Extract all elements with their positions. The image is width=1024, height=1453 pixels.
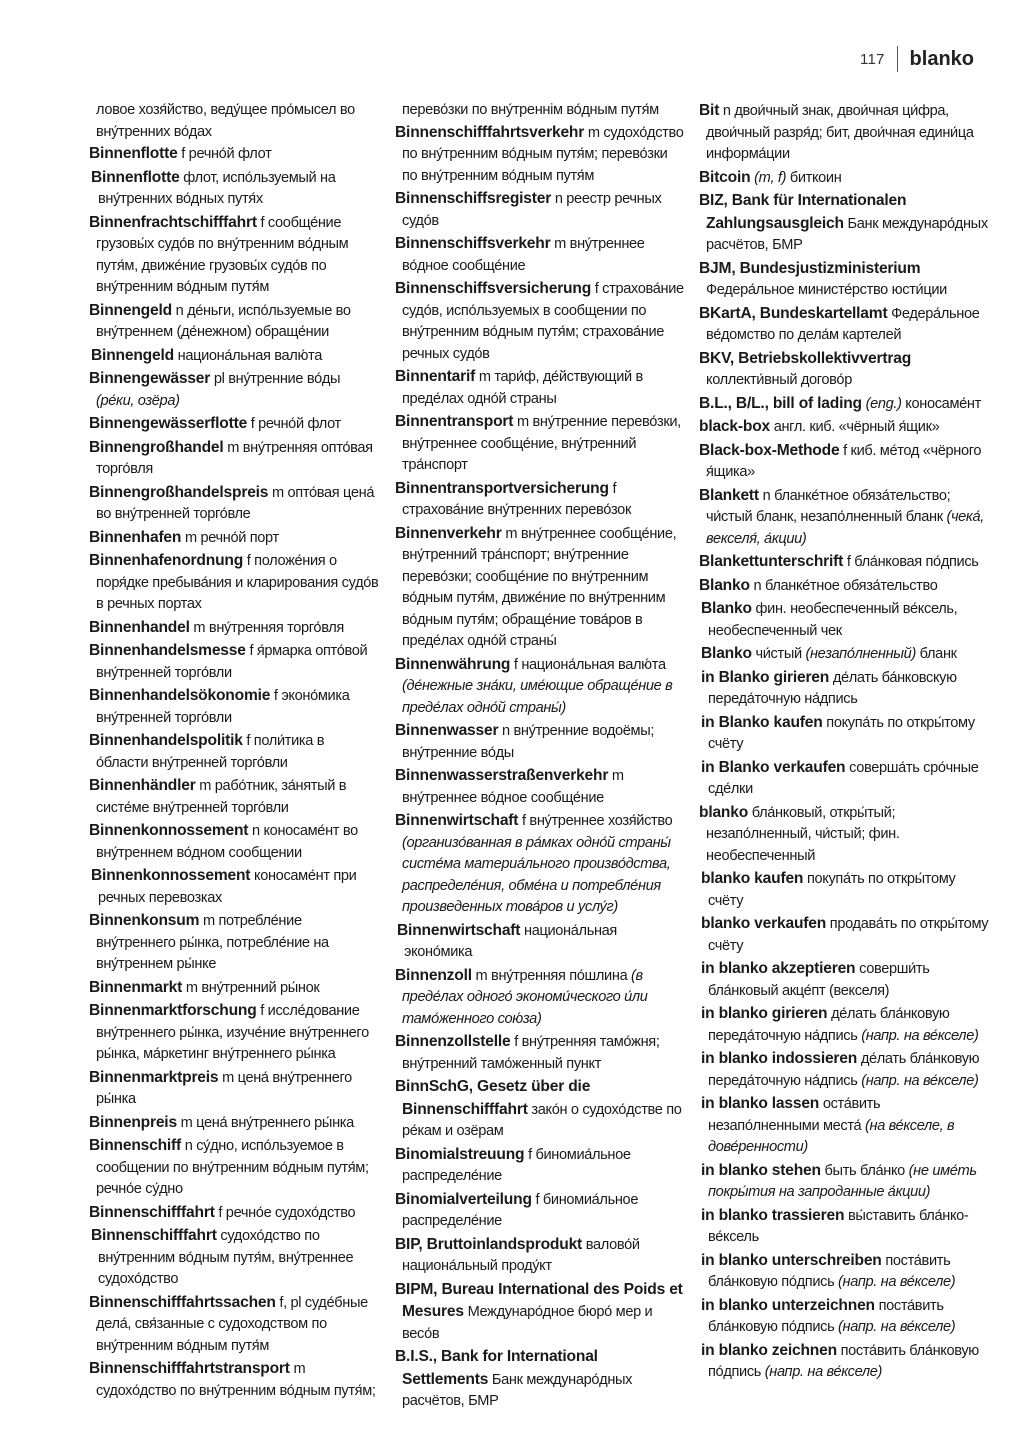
headword: Binnenzollstelle: [395, 1033, 511, 1050]
dictionary-entry: [395, 278, 685, 365]
sub-entry: [699, 598, 989, 642]
definition: чи́стый: [751, 646, 802, 662]
dictionary-entry: [89, 482, 379, 526]
dictionary-entry: [699, 258, 989, 302]
definition-note: (напр. на ве́кселе): [857, 1072, 979, 1089]
definition: m вну́треннее во́дное сообще́ние: [402, 768, 624, 806]
definition: m потребле́ние вну́треннего ры́нка, потребле́ние на вну́треннем ры́нке: [96, 913, 329, 972]
definition: поста́вить бла́нковую по́дпись: [708, 1342, 979, 1380]
dictionary-entry: [89, 977, 379, 1000]
dictionary-entry: [395, 122, 685, 188]
headword: Binnenhandelspolitik: [89, 732, 243, 749]
definition-note: (организо́ванная в ра́мках одно́й страны́ систе́ма материа́льного произво́дства, распределе́ния, обме́на и потребле́ния произведенных това́ров и услу́г): [402, 834, 671, 915]
definition: m судохо́дство по вну́тренним во́дным путя́м;: [96, 1361, 376, 1399]
definition: n де́ньги, испо́льзуемые во вну́треннем (де́нежном) обраще́нии: [96, 302, 351, 340]
sub-entry: [699, 712, 989, 756]
headword: Binnentransport: [395, 413, 514, 430]
headword: Binnenhandel: [89, 618, 190, 636]
sub-entry: [395, 920, 685, 964]
headword: Binnenzoll: [395, 966, 472, 984]
definition: продава́ть по откры́тому счёту: [708, 916, 989, 954]
definition: поста́вить бла́нковую по́дпись: [708, 1252, 951, 1290]
headword: Binnenflotte: [89, 145, 178, 162]
headword: in blanko indossieren: [701, 1050, 858, 1067]
headword: BIZ, Bank für Internationalen Zahlungsausgleich: [699, 192, 907, 232]
definition: национа́льная эконо́мика: [404, 922, 617, 960]
dictionary-entry: [89, 1358, 379, 1402]
definition: m речно́й порт: [181, 529, 279, 546]
headword: Bit: [699, 102, 720, 119]
headword: Blanko: [699, 576, 750, 594]
definition: f киб. ме́тод «чёрного я́щика»: [706, 442, 982, 480]
headword: Binnenschifffahrtssachen: [89, 1293, 276, 1311]
dictionary-entry: [89, 730, 379, 774]
definition-note: (напр. на ве́кселе): [857, 1027, 979, 1044]
definition-note: (чека́, векселя́, а́кции): [706, 509, 984, 547]
definition: m судохо́дство по вну́тренним во́дным путя́м; перево́зки по вну́тренним во́дным путя́м: [402, 124, 684, 184]
definition: национа́льная валю́та: [173, 347, 322, 364]
dictionary-entry: [89, 910, 379, 976]
definition-note: (напр. на ве́кселе): [834, 1274, 956, 1290]
definition: фин. необеспеченный ве́ксель, необеспеченный чек: [708, 601, 958, 639]
dictionary-entry: [395, 411, 685, 477]
sub-entry: [699, 1205, 989, 1249]
definition: f иссле́дование вну́треннего ры́нка, изуче́ние вну́треннего ры́нка, ма́ркетинг вну́треннего ры́нка: [96, 1003, 369, 1062]
dictionary-entry: [699, 303, 989, 347]
headword: BJM, Bundesjustizministerium: [699, 259, 921, 277]
definition: f речно́й флот: [247, 416, 341, 432]
continued-text: [395, 100, 685, 122]
headword: Binnenschiffsregister: [395, 190, 552, 207]
headword: in Blanko kaufen: [701, 713, 823, 731]
dictionary-entry: [699, 100, 989, 166]
dictionary-entry: [699, 575, 989, 598]
definition: m тари́ф, де́йствующий в преде́лах одно́й страны: [402, 369, 643, 407]
dictionary-entry: [89, 300, 379, 344]
column-1: [89, 100, 379, 1403]
headword: in Blanko verkaufen: [701, 758, 846, 776]
headword: in blanko unterschreiben: [701, 1251, 882, 1269]
headword: Binnenmarktpreis: [89, 1068, 219, 1086]
dictionary-entry: [699, 802, 989, 868]
definition: f национа́льная валю́та: [510, 656, 666, 673]
headword: Binnenschiffsversicherung: [395, 280, 592, 297]
dictionary-entry: [699, 190, 989, 257]
definition: оста́вить незапо́лненными места́: [708, 1096, 881, 1134]
headword: in Blanko girieren: [701, 668, 830, 686]
definition: f вну́тренняя тамо́жня; вну́тренний тамо́женный пункт: [402, 1034, 660, 1072]
definition: коллекти́вный догово́р: [706, 372, 852, 388]
sub-entry: [699, 958, 989, 1002]
dictionary-entry: [89, 1000, 379, 1066]
headword: Binnenhafen: [89, 528, 182, 546]
headword: Binnenwährung: [395, 655, 511, 673]
definition: f бла́нковая по́дпись: [843, 554, 979, 570]
dictionary-entry: [89, 1067, 379, 1111]
definition: бла́нковый, откры́тый; незапо́лненный, чи́стый; фин. необеспеченный: [706, 804, 900, 864]
definition: m вну́тренние перево́зки, вну́треннее сообще́ние, вну́тренний тра́нспорт: [402, 414, 681, 473]
definition: де́лать бла́нковую переда́точную на́дпись: [708, 1006, 950, 1044]
definition: покупа́ть по откры́тому счёту: [708, 714, 975, 752]
definition: Банк междунаро́дных расчётов, БМР: [706, 215, 988, 253]
headword: Binnenpreis: [89, 1113, 177, 1131]
headword: Binnengroßhandelspreis: [89, 483, 269, 501]
definition: коносаме́нт: [901, 395, 981, 412]
headword: blanko verkaufen: [701, 915, 827, 932]
headword: Binnenhandelsökonomie: [89, 687, 271, 704]
definition: валово́й национа́льный проду́кт: [402, 1236, 640, 1274]
definition: быть бла́нко: [820, 1162, 905, 1179]
dictionary-entry: [395, 188, 685, 232]
headword: in blanko stehen: [701, 1161, 821, 1179]
dictionary-entry: [395, 965, 685, 1031]
sub-entry: [699, 1003, 989, 1047]
dictionary-entry: [699, 440, 989, 484]
dictionary-entry: [89, 1112, 379, 1135]
headword: blanko kaufen: [701, 870, 804, 887]
headword: in blanko girieren: [701, 1005, 828, 1022]
headword: Binnenschifffahrt: [91, 1227, 217, 1244]
sub-entry: [699, 667, 989, 711]
definition-note: (не име́ть покры́тия на запроданные а́кции): [708, 1162, 977, 1200]
headword: Binnentransportversicherung: [395, 479, 609, 497]
dictionary-entry: [395, 478, 685, 522]
dictionary-entry: [395, 1144, 685, 1188]
definition-note: (ре́ки, озёра): [96, 392, 180, 409]
definition: поста́вить бла́нковую по́дпись: [708, 1297, 944, 1335]
sub-entry: [89, 1225, 379, 1291]
dictionary-entry: [395, 1346, 685, 1413]
headword: Binnenwirtschaft: [397, 921, 521, 939]
definition: n су́дно, испо́льзуемое в сообщении по вну́тренним во́дным путя́м; речно́е су́дно: [96, 1138, 369, 1197]
definition: флот, испо́льзуемый на вну́тренних во́дных путя́х: [98, 169, 336, 207]
headword: Binnengeld: [91, 346, 174, 364]
definition: f страхова́ние вну́тренних перево́зок: [402, 480, 631, 518]
sub-entry: [89, 345, 379, 368]
dictionary-entry: [699, 167, 989, 190]
definition: Банк междунаро́дных расчётов, БМР: [402, 1371, 633, 1409]
headword: Binnentarif: [395, 368, 476, 385]
dictionary-entry: [699, 551, 989, 574]
definition: m цена́ вну́треннего ры́нка: [96, 1069, 352, 1107]
dictionary-entry: [699, 416, 989, 439]
sub-entry: [699, 1250, 989, 1294]
sub-entry: [89, 167, 379, 211]
headword: Blankettunterschrift: [699, 553, 844, 570]
dictionary-entry: [395, 1076, 685, 1143]
dictionary-entry: [89, 1202, 379, 1225]
headword: Binnenfrachtschifffahrt: [89, 213, 257, 231]
headword: BIP, Bruttoinlandsprodukt: [395, 1235, 583, 1253]
headword: Binnenwasserstraßenverkehr: [395, 767, 609, 784]
definition-note: (незапо́лненный): [801, 646, 916, 662]
headword: Binnenhafenordnung: [89, 552, 244, 569]
definition: f сообще́ние грузовы́х судо́в по вну́тренним во́дным путя́м, движе́ние грузовы́х судо́в по вну́тренним во́дным путя́м: [96, 214, 349, 295]
headword: Blanko: [701, 645, 752, 662]
sub-entry: [699, 643, 989, 666]
headword: Binnenschifffahrtsverkehr: [395, 123, 585, 141]
definition: m вну́треннее во́дное сообще́ние: [402, 236, 645, 274]
dictionary-entry: [699, 393, 989, 416]
headword: blanko: [699, 803, 749, 821]
dictionary-entry: [89, 212, 379, 299]
headword: in blanko trassieren: [701, 1206, 845, 1224]
definition: бланк: [915, 646, 957, 662]
headword: BKartA, Bundeskartellamt: [699, 304, 888, 322]
headword: Binnenkonnossement: [91, 867, 251, 884]
headword: Binomialverteilung: [395, 1190, 532, 1208]
dictionary-entry: [395, 366, 685, 410]
definition: f я́рмарка опто́вой вну́тренней торго́вли: [96, 643, 368, 681]
definition: m вну́тренняя торго́вля: [189, 619, 344, 636]
sub-entry: [699, 1160, 989, 1204]
dictionary-entry: [395, 523, 685, 653]
sub-entry: [699, 1048, 989, 1092]
dictionary-entry: [89, 1135, 379, 1201]
headword: in blanko lassen: [701, 1095, 820, 1112]
definition: m вну́тренняя по́шлина: [471, 967, 628, 984]
definition: f биномиа́льное распределе́ние: [402, 1191, 639, 1229]
definition: n бланке́тное обяза́тельство; чи́стый бланк, незапо́лненный бланк: [706, 487, 951, 525]
definition: Федера́льное ве́домство по дела́м картелей: [706, 305, 980, 343]
dictionary-entry: [395, 1234, 685, 1278]
definition: покупа́ть по откры́тому счёту: [708, 871, 956, 909]
dictionary-entry: [395, 1031, 685, 1075]
definition: коносаме́нт при речных перевозках: [98, 868, 357, 906]
sub-entry: [699, 913, 989, 957]
definition: зако́н о судохо́дстве по ре́кам и озёрам: [402, 1101, 682, 1139]
definition: n реестр речных судо́в: [402, 191, 662, 229]
headword: Binnenverkehr: [395, 524, 502, 542]
dictionary-entry: [89, 550, 379, 616]
dictionary-entry: [699, 348, 989, 392]
definition: f биномиа́льное распределе́ние: [402, 1146, 631, 1184]
headword: BKV, Betriebskollektivvertrag: [699, 349, 912, 367]
definition: перево́зки по вну́треннім во́дным путя́м: [402, 102, 659, 118]
headword: Binnenschiffsverkehr: [395, 235, 551, 252]
definition: вы́ставить бла́нко-ве́ксель: [708, 1207, 969, 1245]
definition: pl вну́тренние во́ды: [210, 371, 341, 387]
headword: black-box: [699, 418, 770, 435]
definition: соверша́ть сро́чные сде́лки: [708, 759, 979, 797]
definition-note: (напр. на ве́кселе): [761, 1364, 883, 1380]
page-number: 117: [860, 50, 885, 68]
sub-entry: [89, 865, 379, 909]
dictionary-entry: [89, 640, 379, 684]
headword: Binnenkonnossement: [89, 822, 249, 839]
definition: Федера́льное министе́рство юсти́ции: [706, 282, 947, 298]
definition: биткоин: [786, 169, 842, 186]
headword: Binomialstreuung: [395, 1145, 525, 1163]
sub-entry: [699, 757, 989, 801]
headword: Binnengroßhandel: [89, 438, 224, 456]
definition: f эконо́мика вну́тренней торго́вли: [96, 688, 350, 726]
definition-note: (eng.): [861, 395, 902, 412]
definition: де́лать ба́нковскую переда́точную на́дпись: [708, 669, 957, 707]
sub-entry: [699, 1340, 989, 1384]
dictionary-entry: [395, 233, 685, 277]
definition: судохо́дство по вну́тренним во́дным путя́м, вну́треннее судохо́дство: [98, 1228, 354, 1287]
headword: in blanko zeichnen: [701, 1341, 837, 1359]
dictionary-entry: [395, 1279, 685, 1346]
dictionary-entry: [89, 437, 379, 481]
definition: f речно́е судохо́дство: [214, 1204, 356, 1221]
definition: m вну́треннее сообще́ние, вну́тренний тра́нспорт; вну́тренние перево́зки; сообще́ние по вну́тренним во́дным путя́м, движе́ние по вну́тренним во́дным путя́м; обраще́ние това́ров в преде́лах одно́й страны́: [402, 525, 677, 649]
headword: Binnengeld: [89, 301, 172, 319]
definition: англ. киб. «чёрный я́щик»: [770, 419, 940, 435]
dictionary-entry: [395, 654, 685, 720]
headword: B.L., B/L., bill of lading: [699, 394, 862, 412]
dictionary-entry: [89, 617, 379, 640]
header-divider: [897, 46, 898, 72]
definition: f положе́ния о поря́дке пребыва́ния и кларирования судо́в в речных портах: [96, 553, 379, 612]
definition: m цена́ вну́треннего ры́нка: [176, 1114, 354, 1131]
dictionary-entry: [89, 1292, 379, 1358]
definition: m вну́тренний ры́нок: [182, 979, 320, 996]
definition: f поли́тика в о́бласти вну́тренней торго́вли: [96, 733, 325, 771]
column-2: [395, 100, 685, 1414]
headword: Binnenwirtschaft: [395, 812, 519, 829]
definition-note: (напр. на ве́кселе): [834, 1319, 956, 1335]
dictionary-entry: [89, 685, 379, 729]
dictionary-entry: [395, 765, 685, 809]
headword: Binnengewässer: [89, 370, 211, 387]
dictionary-entry: [89, 143, 379, 166]
dictionary-entry: [89, 368, 379, 412]
definition: f, pl суде́бные дела́, свя́занные с судоходством по вну́тренним во́дным путя́м: [96, 1294, 368, 1354]
definition: f речно́й флот: [177, 146, 272, 162]
definition: де́лать бла́нковую переда́точную на́дпись: [708, 1051, 980, 1089]
headword: in blanko unterzeichnen: [701, 1296, 875, 1314]
definition: ловое хозя́йство, веду́щее про́мысел во вну́тренних во́дах: [96, 102, 355, 140]
definition: f вну́треннее хозя́йство: [518, 813, 673, 829]
definition: Междунаро́дное бюро́ мер и весо́в: [402, 1304, 653, 1342]
headword: Black-box-Methode: [699, 441, 840, 459]
continued-text: [89, 100, 379, 143]
definition-note: (на ве́кселе, в дове́ренности): [708, 1117, 955, 1155]
page-header: [860, 46, 974, 72]
dictionary-entry: [395, 720, 685, 764]
headword: B.I.S., Bank for International Settlements: [395, 1348, 598, 1388]
headword: Bitcoin: [699, 168, 751, 186]
headword: in blanko akzeptieren: [701, 960, 856, 977]
headword: Binnenflotte: [91, 168, 180, 186]
sub-entry: [699, 868, 989, 912]
definition: n вну́тренние водоёмы; вну́тренние во́ды: [402, 723, 655, 761]
definition-note: (m, f): [750, 169, 787, 186]
headword: Binnenkonsum: [89, 912, 200, 929]
dictionary-entry: [89, 413, 379, 436]
headword: Binnenmarkt: [89, 978, 183, 996]
dictionary-entry: [89, 775, 379, 819]
definition: n бланке́тное обяза́тельство: [749, 577, 938, 594]
dictionary-entry: [395, 810, 685, 919]
definition: f страхова́ние судо́в, испо́льзуемых в сообщении по вну́тренним во́дным путя́м; страхова́ние речных судо́в: [402, 281, 684, 362]
definition: n двои́чный знак, двои́чная ци́фра, двои́чный разря́д; бит, двои́чная едини́ца информа́ции: [706, 103, 974, 162]
definition: m опто́вая цена́ во вну́тренней торго́вле: [96, 484, 375, 522]
headword: Binnenwasser: [395, 722, 499, 739]
headword: BIPM, Bureau International des Poids et Mesures: [395, 1280, 683, 1320]
headword: Blanko: [701, 600, 752, 617]
headword: Binnenhandelsmesse: [89, 642, 246, 659]
headword: Binnenschifffahrt: [89, 1203, 215, 1221]
dictionary-entry: [699, 485, 989, 551]
definition: соверши́ть бла́нковый акце́пт (векселя): [708, 961, 930, 999]
headword: Binnenhändler: [89, 777, 196, 794]
definition: n коносаме́нт во вну́треннем во́дном сообщении: [96, 823, 358, 861]
headword: BinnSchG, Gesetz über die Binnenschifffahrt: [395, 1078, 591, 1118]
headword: Binnenmarktforschung: [89, 1002, 257, 1019]
headword: Blankett: [699, 486, 759, 504]
headword: Binnengewässerflotte: [89, 415, 248, 432]
headword: Binnenschifffahrtstransport: [89, 1360, 290, 1377]
dictionary-entry: [89, 820, 379, 864]
definition: m вну́тренняя опто́вая торго́вля: [96, 439, 373, 477]
dictionary-entry: [395, 1189, 685, 1233]
definition: m рабо́тник, за́нятый в систе́ме вну́тренней торго́вли: [96, 778, 347, 816]
guide-word: blanko: [909, 47, 974, 70]
definition-note: (в преде́лах одного́ экономи́ческого и́ли тамо́женного сою́за): [402, 967, 648, 1027]
definition-note: (де́нежные зна́ки, име́ющие обраще́ние в преде́лах одно́й страны́): [402, 678, 673, 716]
headword: Binnenschiff: [89, 1137, 182, 1154]
column-3: [699, 100, 989, 1385]
sub-entry: [699, 1295, 989, 1339]
dictionary-entry: [89, 527, 379, 550]
sub-entry: [699, 1093, 989, 1159]
